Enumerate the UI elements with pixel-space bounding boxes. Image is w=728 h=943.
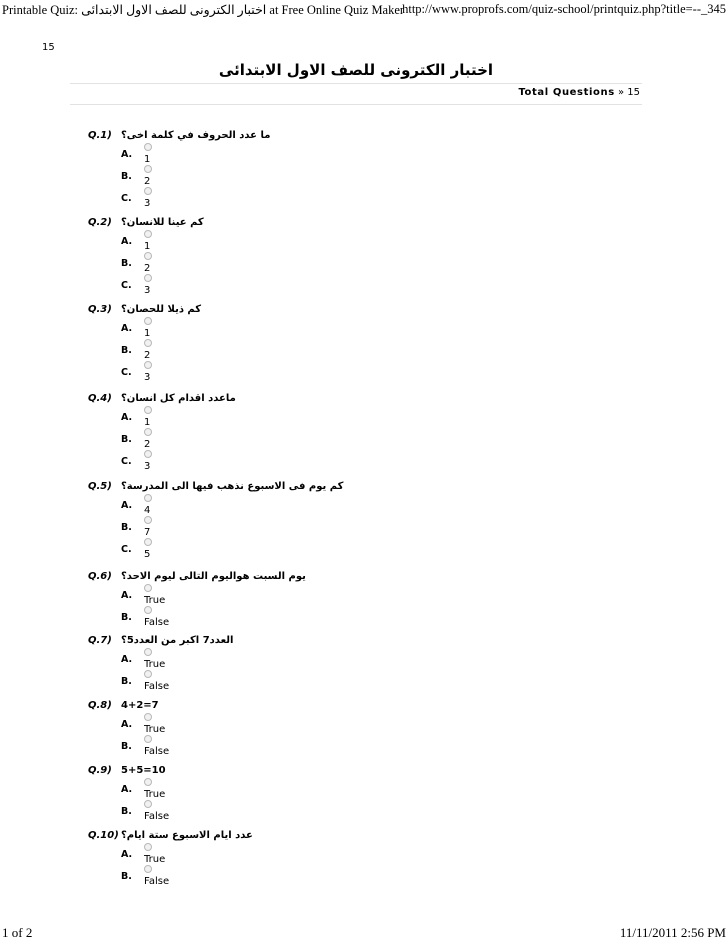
option-text: 1 (144, 417, 151, 428)
option-label: B. (121, 612, 132, 623)
question-number: Q.4) (88, 393, 112, 404)
answer-option[interactable] (0, 323, 728, 345)
option-text: False (144, 811, 170, 822)
answer-option[interactable] (0, 849, 728, 871)
option-text: False (144, 681, 170, 692)
question-number: Q.7) (88, 635, 112, 646)
question-text: 4+2=7 (121, 700, 159, 711)
radio-button[interactable] (144, 143, 152, 151)
option-text: 3 (144, 461, 151, 472)
option-label: C. (121, 193, 132, 204)
radio-button[interactable] (144, 339, 152, 347)
question-number: Q.2) (88, 217, 112, 228)
answer-option[interactable] (0, 590, 728, 612)
option-text: 2 (144, 263, 151, 274)
option-text: False (144, 617, 170, 628)
option-label: A. (121, 323, 133, 334)
question-number: Q.5) (88, 481, 112, 492)
radio-button[interactable] (144, 538, 152, 546)
option-text: 1 (144, 241, 151, 252)
option-text: True (144, 854, 166, 865)
option-label: A. (121, 654, 133, 665)
answer-option[interactable] (0, 258, 728, 280)
option-text: 2 (144, 439, 151, 450)
print-timestamp: 11/11/2011 2:56 PM (619, 925, 726, 940)
radio-button[interactable] (144, 843, 152, 851)
quiz-title: اختبار الكترونى للصف الاول الابتدائى (218, 61, 494, 79)
option-text: 3 (144, 372, 151, 383)
print-header-title: Printable Quiz: اختبار الكترونى للصف الاول الابتدائى at Free Online Quiz Maker (2, 3, 405, 17)
question-number: Q.8) (88, 700, 112, 711)
answer-option[interactable] (0, 280, 728, 302)
option-label: A. (121, 849, 133, 860)
answer-option[interactable] (0, 236, 728, 258)
page-number: 1 of 2 (2, 925, 33, 940)
answer-option[interactable] (0, 676, 728, 698)
total-questions (518, 87, 640, 98)
total-questions-label: Total Questions (518, 87, 615, 98)
radio-button[interactable] (144, 274, 152, 282)
option-label: B. (121, 676, 132, 687)
total-questions-separator: » (617, 87, 625, 98)
option-label: A. (121, 412, 133, 423)
question-text: العدد7 اكبر من العدد5؟ (121, 635, 234, 646)
radio-button[interactable] (144, 516, 152, 524)
option-label: A. (121, 149, 133, 160)
total-divider (70, 104, 642, 105)
option-text: False (144, 746, 170, 757)
option-text: True (144, 789, 166, 800)
radio-button[interactable] (144, 317, 152, 325)
radio-button[interactable] (144, 361, 152, 369)
answer-option[interactable] (0, 806, 728, 828)
option-label: A. (121, 719, 133, 730)
answer-option[interactable] (0, 456, 728, 478)
radio-button[interactable] (144, 584, 152, 592)
option-text: True (144, 724, 166, 735)
option-label: B. (121, 806, 132, 817)
option-label: A. (121, 500, 133, 511)
radio-button[interactable] (144, 165, 152, 173)
question-count-label: 15 (42, 42, 55, 53)
answer-option[interactable] (0, 522, 728, 544)
answer-option[interactable] (0, 719, 728, 741)
answer-option[interactable] (0, 412, 728, 434)
question-number: Q.10) (88, 830, 119, 841)
option-label: B. (121, 258, 132, 269)
option-text: False (144, 876, 170, 887)
radio-button[interactable] (144, 670, 152, 678)
option-label: B. (121, 434, 132, 445)
option-label: B. (121, 345, 132, 356)
option-text: 3 (144, 285, 151, 296)
answer-option[interactable] (0, 784, 728, 806)
answer-option[interactable] (0, 345, 728, 367)
question-text: ما عدد الحروف في كلمة اخى؟ (121, 130, 271, 141)
option-text: True (144, 595, 166, 606)
question-number: Q.1) (88, 130, 112, 141)
option-label: A. (121, 590, 133, 601)
option-text: 5 (144, 549, 151, 560)
question-number: Q.9) (88, 765, 112, 776)
question-number: Q.3) (88, 304, 112, 315)
radio-button[interactable] (144, 187, 152, 195)
radio-button[interactable] (144, 648, 152, 656)
answer-option[interactable] (0, 500, 728, 522)
question-text: يوم السبت هواليوم التالى ليوم الاحد؟ (121, 571, 306, 582)
radio-button[interactable] (144, 406, 152, 414)
option-label: A. (121, 784, 133, 795)
total-questions-value: 15 (627, 87, 640, 98)
option-label: C. (121, 280, 132, 291)
answer-option[interactable] (0, 367, 728, 389)
answer-option[interactable] (0, 544, 728, 566)
option-label: C. (121, 456, 132, 467)
option-label: B. (121, 171, 132, 182)
radio-button[interactable] (144, 428, 152, 436)
option-label: C. (121, 367, 132, 378)
question-text: كم ذيلا للحصان؟ (121, 304, 202, 315)
radio-button[interactable] (144, 606, 152, 614)
option-text: 1 (144, 328, 151, 339)
question-text: ماعدد اقدام كل انسان؟ (121, 393, 236, 404)
answer-option[interactable] (0, 654, 728, 676)
question-text: كم يوم فى الاسبوع نذهب فيها الى المدرسة؟ (121, 481, 344, 492)
option-text: True (144, 659, 166, 670)
radio-button[interactable] (144, 713, 152, 721)
radio-button[interactable] (144, 735, 152, 743)
option-label: B. (121, 741, 132, 752)
radio-button[interactable] (144, 494, 152, 502)
answer-option[interactable] (0, 741, 728, 763)
radio-button[interactable] (144, 778, 152, 786)
option-text: 2 (144, 350, 151, 361)
question-text: 5+5=10 (121, 765, 166, 776)
question-number: Q.6) (88, 571, 112, 582)
option-label: A. (121, 236, 133, 247)
answer-option[interactable] (0, 612, 728, 634)
answer-option[interactable] (0, 149, 728, 171)
radio-button[interactable] (144, 450, 152, 458)
option-text: 4 (144, 505, 151, 516)
option-label: B. (121, 522, 132, 533)
radio-button[interactable] (144, 800, 152, 808)
option-text: 3 (144, 198, 151, 209)
option-text: 7 (144, 527, 151, 538)
title-divider (70, 83, 642, 84)
answer-option[interactable] (0, 871, 728, 893)
question-text: عدد ايام الاسبوع ستة ايام؟ (121, 830, 253, 841)
option-text: 1 (144, 154, 151, 165)
option-text: 2 (144, 176, 151, 187)
radio-button[interactable] (144, 230, 152, 238)
print-header-url: http://www.proprofs.com/quiz-school/printquiz.php?title=--_345 (402, 2, 726, 16)
answer-option[interactable] (0, 434, 728, 456)
option-label: B. (121, 871, 132, 882)
option-label: C. (121, 544, 132, 555)
radio-button[interactable] (144, 252, 152, 260)
radio-button[interactable] (144, 865, 152, 873)
question-text: كم عينا للانسان؟ (121, 217, 204, 228)
answer-option[interactable] (0, 193, 728, 215)
answer-option[interactable] (0, 171, 728, 193)
